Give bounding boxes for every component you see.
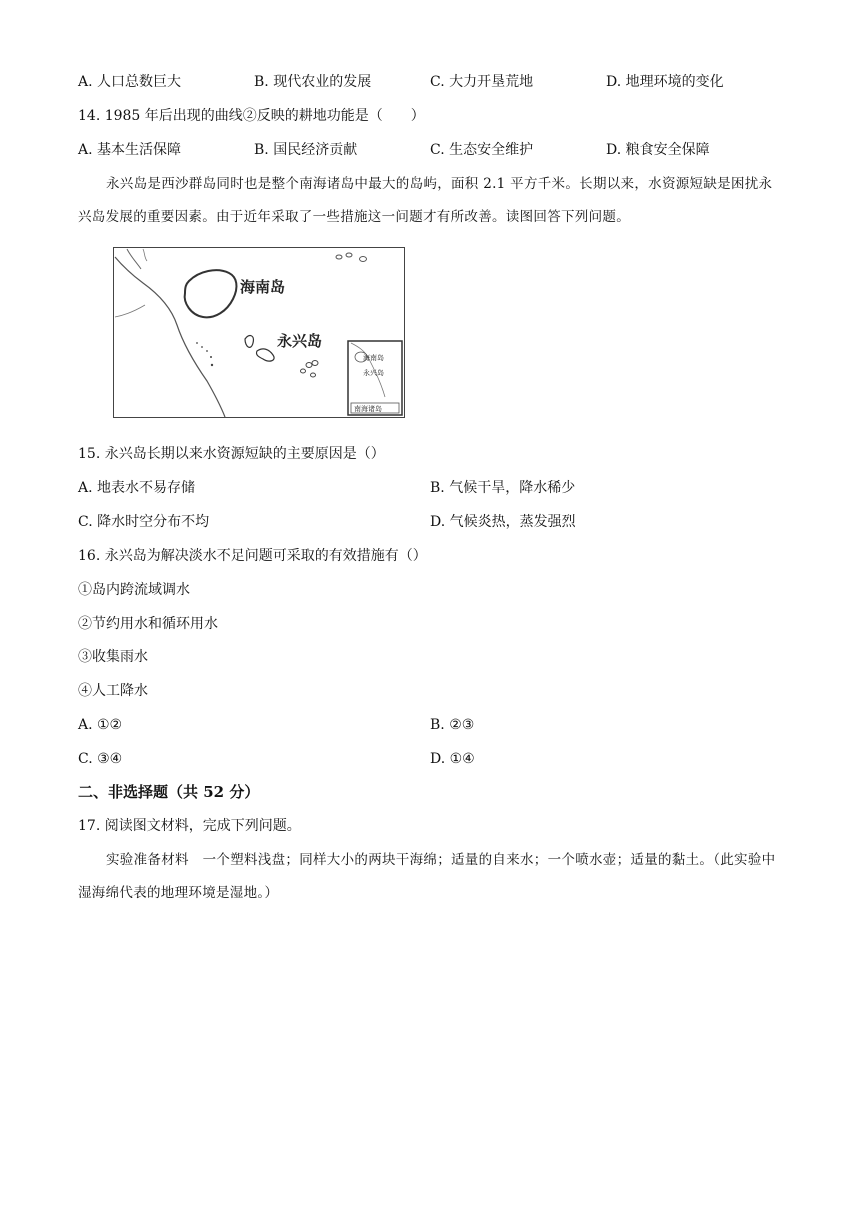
- inset-hainan-label: 海南岛: [363, 355, 384, 362]
- yongxing-map: [113, 247, 405, 418]
- q13-option-a: A. 人口总数巨大: [78, 74, 182, 90]
- q14-option-c: C. 生态安全维护: [430, 142, 534, 158]
- q16-item-1: ①岛内跨流域调水: [78, 582, 190, 598]
- q13-option-b: B. 现代农业的发展: [254, 74, 372, 90]
- q16-item-4: ④人工降水: [78, 683, 148, 699]
- yongxing-label: 永兴岛: [277, 333, 323, 350]
- q15-option-a: A. 地表水不易存储: [78, 480, 196, 496]
- q16-option-b: B. ②③: [430, 717, 475, 733]
- q13-option-d: D. 地理环境的变化: [606, 74, 724, 90]
- q17-material: 实验准备材料 一个塑料浅盘；同样大小的两块干海绵；适量的自来水；一个喷水壶；适量的黏土。（此实验中湿海绵代表的地理环境是湿地。）: [78, 852, 776, 901]
- q16-option-a: A. ①②: [78, 717, 123, 733]
- q16-stem: 16. 永兴岛为解决淡水不足问题可采取的有效措施有（）: [78, 548, 427, 564]
- q14-option-b: B. 国民经济贡献: [254, 142, 358, 158]
- q15-stem: 15. 永兴岛长期以来水资源短缺的主要原因是（）: [78, 446, 385, 462]
- q16-option-c: C. ③④: [78, 751, 123, 767]
- hainan-label: 海南岛: [240, 279, 286, 296]
- q14-option-d: D. 粮食安全保障: [606, 142, 710, 158]
- map-svg: [113, 247, 405, 418]
- inset-caption: 南海诸岛: [354, 406, 382, 413]
- q16-option-d: D. ①④: [430, 751, 475, 767]
- q15-option-d: D. 气候炎热，蒸发强烈: [430, 514, 576, 530]
- reading-passage: 永兴岛是西沙群岛同时也是整个南海诸岛中最大的岛屿，面积 2.1 平方千米。长期以来，水资源短缺是困扰永兴岛发展的重要因素。由于近年采取了一些措施这一问题才有所改善。读图回答下列问题。: [78, 176, 773, 225]
- q16-item-3: ③收集雨水: [78, 649, 148, 665]
- q15-option-c: C. 降水时空分布不均: [78, 514, 210, 530]
- section-2-heading: 二、非选择题（共 52 分）: [78, 783, 260, 801]
- q13-option-c: C. 大力开垦荒地: [430, 74, 534, 90]
- q17-stem: 17. 阅读图文材料，完成下列问题。: [78, 818, 301, 834]
- q15-option-b: B. 气候干旱，降水稀少: [430, 480, 576, 496]
- q14-stem: 14. 1985 年后出现的曲线②反映的耕地功能是（ ）: [78, 108, 425, 124]
- inset-map: [348, 341, 402, 415]
- q16-item-2: ②节约用水和循环用水: [78, 616, 218, 632]
- q14-option-a: A. 基本生活保障: [78, 142, 182, 158]
- inset-yongxing-label: 永兴岛: [363, 370, 384, 377]
